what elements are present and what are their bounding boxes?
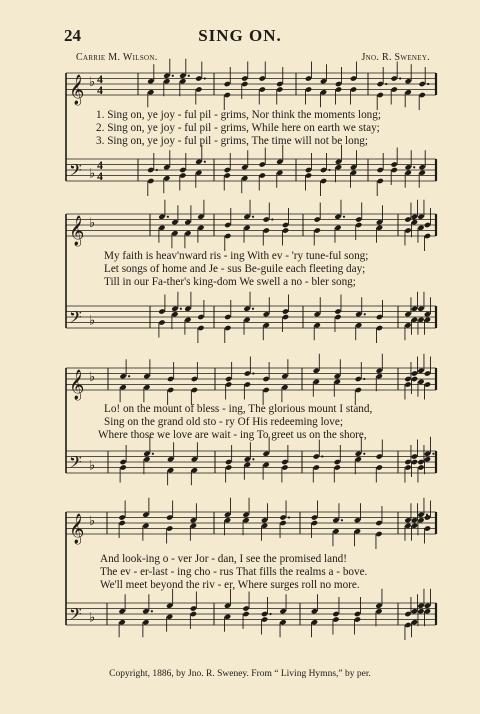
bass-clef: 𝄢: [69, 452, 82, 476]
lyric-line: My faith is heav'nward ris - ing With ev - 'ry tune-ful song;: [104, 250, 369, 262]
bass-clef: 𝄢: [69, 604, 82, 628]
bass-clef: 𝄢: [69, 307, 82, 331]
dot: [271, 218, 273, 220]
treble-clef: 𝄞: [69, 75, 85, 105]
dot: [151, 610, 153, 612]
dot: [432, 453, 434, 455]
flat-sign: ♭: [89, 216, 96, 231]
lyric-line: 2. Sing on, ye joy - ful pil - grims, While here on earth we stay;: [96, 122, 380, 134]
lyric-line: Till in our Fa-ther's king-dom We swell a no - bler song;: [104, 276, 356, 288]
dot: [180, 308, 182, 310]
dot: [413, 166, 415, 168]
treble-clef: 𝄞: [69, 370, 85, 400]
flat-sign: ♭: [89, 166, 96, 182]
treble-clef: 𝄞: [69, 514, 85, 544]
flat-sign: ♭: [89, 370, 96, 385]
dot: [363, 378, 365, 380]
lyric-line: 3. Sing on, ye joy - ful pil - grims, The time will not be long;: [96, 135, 369, 147]
dot: [343, 216, 345, 218]
composer-credit: Jno. R. Sweney.: [361, 52, 430, 63]
dot: [188, 75, 190, 77]
dot: [364, 313, 366, 315]
dot: [172, 75, 174, 77]
bass-clef: 𝄢: [69, 160, 82, 184]
dot: [128, 375, 130, 377]
flat-sign: ♭: [89, 610, 96, 626]
lyric-line: Lo! on the mount of bless - ing, The glorious mount I stand,: [104, 403, 373, 415]
page-number: 24: [64, 26, 81, 45]
dot: [167, 216, 169, 218]
dot: [427, 83, 429, 85]
dot: [328, 169, 330, 171]
dot: [252, 308, 254, 310]
time-signature-bottom: 4: [97, 169, 103, 183]
time-signature-bottom: 4: [97, 83, 103, 97]
flat-sign: ♭: [89, 514, 96, 529]
treble-clef: 𝄞: [69, 216, 85, 246]
copyright-note: Copyright, 1886, by Jno. R. Sweney. From “ Living Hymns,” by per.: [109, 669, 371, 679]
lyric-line: The ev - er-last - ing cho - rus That fills the realms a - bove.: [100, 566, 368, 578]
time-signature-top: 4: [97, 72, 103, 86]
dot: [385, 83, 387, 85]
dot: [399, 77, 401, 79]
dot: [269, 613, 271, 615]
dot: [321, 455, 323, 457]
dot: [252, 216, 254, 218]
dot: [363, 453, 365, 455]
dot: [204, 161, 206, 163]
dot: [252, 372, 254, 374]
lyric-line: Where those we love are wait - ing To greet us on the shore,: [98, 429, 367, 441]
flat-sign: ♭: [89, 75, 96, 90]
dot: [204, 77, 206, 79]
lyric-line: Let songs of home and Je - sus Be-guile each fleeting day;: [104, 263, 366, 275]
lyric-line: We'll meet beyond the riv - er, Where surges roll no more.: [100, 579, 360, 591]
dot: [341, 519, 343, 521]
lyric-line: And look-ing o - ver Jor - dan, I see the promised land!: [100, 553, 347, 565]
dot: [288, 516, 290, 518]
lyric-line: Sing on the grand old sto - ry Of His redeeming love;: [104, 416, 343, 428]
dot: [156, 169, 158, 171]
lyricist-credit: Carrie M. Wilson.: [76, 52, 158, 63]
flat-sign: ♭: [89, 458, 96, 474]
song-title: SING ON.: [198, 26, 282, 45]
dot: [152, 453, 154, 455]
lyric-line: 1. Sing on, ye joy - ful pil - grims, Nor think the moments long;: [96, 109, 381, 121]
dot: [252, 458, 254, 460]
flat-sign: ♭: [89, 313, 96, 329]
time-signature-top: 4: [97, 158, 103, 172]
